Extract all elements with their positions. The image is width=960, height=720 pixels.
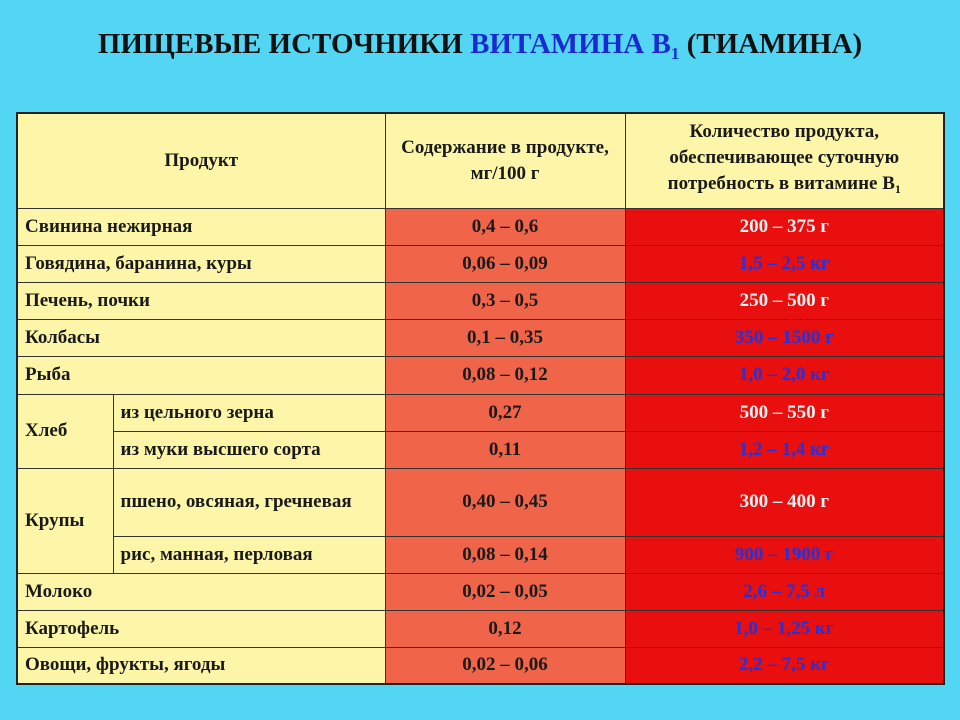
header-amount-subscript: 1 [894, 182, 901, 197]
page-title [0, 28, 960, 64]
content-cell: 0,11 [385, 431, 625, 468]
content-cell: 0,02 – 0,05 [385, 573, 625, 610]
header-product: Продукт [17, 113, 385, 208]
product-cell: Говядина, баранина, куры [17, 245, 385, 282]
table-row [17, 282, 944, 319]
content-cell: 0,02 – 0,06 [385, 647, 625, 684]
amount-cell: 900 – 1900 г [625, 536, 944, 573]
content-cell: 0,27 [385, 394, 625, 431]
amount-cell: 1,0 – 1,25 кг [625, 610, 944, 647]
header-amount [625, 113, 944, 208]
content-cell: 0,08 – 0,14 [385, 536, 625, 573]
table-header-row [17, 113, 944, 208]
content-cell: 0,1 – 0,35 [385, 319, 625, 356]
amount-cell: 1,2 – 1,4 кг [625, 431, 944, 468]
product-cell: Колбасы [17, 319, 385, 356]
product-cell: Овощи, фрукты, ягоды [17, 647, 385, 684]
table-row [17, 394, 944, 431]
content-cell: 0,4 – 0,6 [385, 208, 625, 245]
amount-cell: 500 – 550 г [625, 394, 944, 431]
title-part-1: ПИЩЕВЫЕ ИСТОЧНИКИ [97, 28, 471, 60]
product-cell: Печень, почки [17, 282, 385, 319]
content-cell: 0,06 – 0,09 [385, 245, 625, 282]
title-part-2: ВИТАМИНА В [470, 28, 671, 60]
amount-cell: 300 – 400 г [625, 468, 944, 536]
amount-cell: 350 – 1500 г [625, 319, 944, 356]
content-cell: 0,3 – 0,5 [385, 282, 625, 319]
title-subscript: 1 [670, 44, 680, 63]
amount-cell: 200 – 375 г [625, 208, 944, 245]
product-cell: Рыба [17, 356, 385, 394]
amount-cell: 2,6 – 7,5 л [625, 573, 944, 610]
product-cell: из цельного зерна [113, 394, 385, 431]
group-label-bread: Хлеб [17, 394, 113, 468]
product-cell: рис, манная, перловая [113, 536, 385, 573]
table-row [17, 431, 944, 468]
title-part-3: (ТИАМИНА) [679, 28, 863, 60]
product-cell: Картофель [17, 610, 385, 647]
header-content: Содержание в продукте, мг/100 г [385, 113, 625, 208]
amount-cell: 250 – 500 г [625, 282, 944, 319]
amount-cell: 2,2 – 7,5 кг [625, 647, 944, 684]
product-cell: Молоко [17, 573, 385, 610]
table-row [17, 319, 944, 356]
table-row [17, 573, 944, 610]
title-vitamin [470, 28, 680, 63]
amount-cell: 1,5 – 2,5 кг [625, 245, 944, 282]
table-row [17, 468, 944, 536]
table-row [17, 208, 944, 245]
vitamin-b1-sources-table [16, 112, 945, 685]
content-cell: 0,08 – 0,12 [385, 356, 625, 394]
table-row [17, 536, 944, 573]
table-row [17, 245, 944, 282]
table-row [17, 610, 944, 647]
product-cell: пшено, овсяная, гречневая [113, 468, 385, 536]
table-row [17, 647, 944, 684]
content-cell: 0,40 – 0,45 [385, 468, 625, 536]
content-cell: 0,12 [385, 610, 625, 647]
amount-cell: 1,0 – 2,0 кг [625, 356, 944, 394]
product-cell: из муки высшего сорта [113, 431, 385, 468]
group-label-cereals: Крупы [17, 468, 113, 573]
product-cell: Свинина нежирная [17, 208, 385, 245]
table-row [17, 356, 944, 394]
header-amount-text: Количество продукта, обеспечивающее суточную потребность в витамине В [667, 121, 900, 195]
